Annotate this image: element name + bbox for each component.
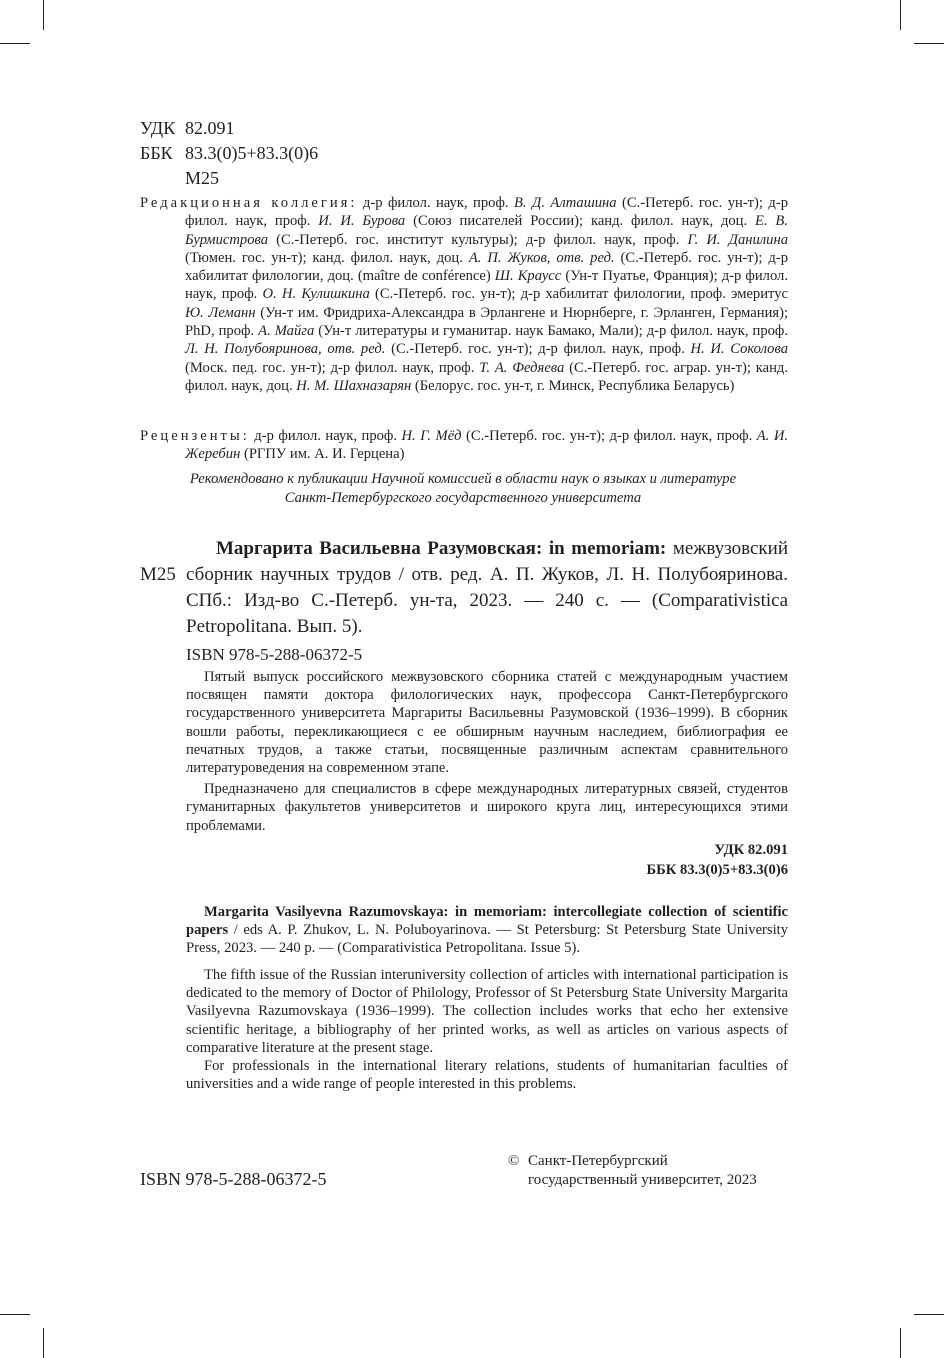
text-segment: (Ун-т Пуатье, Франция); д-р филол. наук, проф. (185, 268, 788, 303)
bbk-code: 83.3(0)5+83.3(0)6 (185, 143, 319, 163)
isbn-ru: ISBN 978-5-288-06372-5 (186, 645, 363, 664)
person-name: Н. И. Соколова (690, 341, 788, 358)
margin-author-sign: М25 (140, 564, 176, 585)
udk-label: УДК (140, 118, 176, 138)
text-segment: (Моск. пед. гос. ун-т); д-р филол. наук, проф. (185, 359, 480, 376)
author-sign: М25 (185, 168, 220, 188)
text-segment: (С.-Петерб. гос. институт культуры); д-р филол. наук, проф. (268, 231, 688, 248)
crop-mark (900, 0, 901, 30)
section-label: Редакционная коллегия: (140, 195, 358, 211)
footer-isbn: ISBN 978-5-288-06372-5 (140, 1169, 327, 1189)
abstract-en: The fifth issue of the Russian interuniversity collection of articles with international participation is dedicated to the memory of Doctor of Philology, Professor of St Petersburg State University Margarita Vasilyevna Razumovskaya (1936–1999). The collection includes works that echo her extensive scientific heritage, a bibliography of her printed works, as well as articles on various aspects of comparative literature at the present stage. For professionals in the international literary relations, students of humanitarian faculties of universities and a wide range of people interested in this problems. (186, 967, 788, 1093)
text-segment: (Ун-т литературы и гуманитар. наук Бамако, Мали); д-р филол. наук, проф. (314, 323, 789, 340)
text-segment: д-р филол. наук, проф. (357, 195, 515, 211)
person-name: О. Н. Кулишкина (262, 286, 370, 303)
person-name: А. И. Жеребин (185, 428, 789, 463)
person-name: Л. Н. Полубояринова, отв. ред. (185, 341, 386, 358)
text-segment: (Тюмен. гос. ун-т); канд. филол. наук, доц. (185, 249, 469, 266)
reviewers (140, 427, 788, 464)
crop-mark (43, 1328, 44, 1358)
text-segment: (С.-Петерб. гос. ун-т); д-р хабилитат филологии, доц. (maître de conférence) (185, 249, 789, 285)
section-label: Рецензенты: (140, 428, 250, 444)
person-name: А. П. Жуков, отв. ред. (468, 249, 615, 266)
person-name: Н. М. Шахназарян (296, 377, 412, 394)
copyright: © Санкт-Петербургский государственный университет, 2023 (508, 1153, 757, 1188)
book-title: Маргарита Васильевна Разумовская: in memoriam: (216, 538, 667, 559)
person-name: Т. А. Федяева (479, 359, 565, 376)
bibliographic-entry-en: Margarita Vasilyevna Razumovskaya: in memoriam: intercollegiate collection of scientific papers / eds A. P. Zhukov, L. N. Poluboyarinova. — St Petersburg: St Petersburg State University Press, 2023. — 240 p. — (Comparativistica Petropolitana. Issue 5). (186, 904, 788, 957)
person-name: Н. Г. Мёд (401, 428, 462, 444)
codes-bold: УДК 82.091 ББК 83.3(0)5+83.3(0)6 (646, 842, 788, 878)
person-name: Е. В. Бурмистрова (185, 213, 788, 248)
person-name: И. И. Бурова (318, 213, 406, 230)
text-segment: (С.-Петерб. гос. ун-т); д-р филол. наук, проф. (185, 195, 789, 230)
crop-mark (914, 43, 944, 44)
bibliographic-entry-ru: Маргарита Васильевна Разумовская: in memoriam: межвузовский сборник научных трудов / отв. ред. А. П. Жуков, Л. Н. Полубояринова. СПб.: Изд-во С.-Петерб. ун-та, 2023. — 240 с. — (Comparativistica Petropolitana. Вып. 5). (186, 538, 788, 637)
classification-codes (140, 116, 318, 191)
person-name: Ш. Краусс (494, 268, 562, 285)
person-name: Г. И. Данилина (687, 231, 788, 248)
text-segment: (С.-Петерб. гос. ун-т); д-р хабилитат филологии, проф. эмеритус (369, 286, 788, 303)
text-segment: (С.-Петерб. гос. ун-т); д-р филол. наук, проф. (385, 341, 691, 358)
copyright-symbol: © (508, 1153, 520, 1169)
editorial-board (140, 194, 788, 395)
text-segment: (Ун-т им. Фридриха-Александра в Эрлангене и Нюрнберге, г. Эрланген, Германия); PhD, проф. (185, 304, 789, 340)
person-name: А. Майга (258, 323, 315, 340)
crop-mark (900, 1328, 901, 1358)
crop-mark (0, 43, 30, 44)
text-segment: д-р филол. наук, проф. (249, 428, 402, 444)
text-segment: (Белорус. гос. ун-т, г. Минск, Республика Беларусь) (411, 377, 735, 394)
crop-mark (0, 1314, 30, 1315)
bbk-label: ББК (140, 143, 173, 163)
recommendation: Рекомендовано к публикации Научной комиссией в области наук о языках и литературе Санкт-Петербургского государственного университета (189, 471, 737, 506)
text-segment: (С.-Петерб. гос. аграр. ун-т); канд. филол. наук, доц. (185, 359, 788, 394)
person-name: Ю. Леманн (185, 304, 256, 321)
abstract-ru: Пятый выпуск российского межвузовского сборника статей с международным участием посвящен памяти доктора филологических наук, профессора Санкт-Петербургского государственного университета Маргариты Васильевны Разумовской (1936–1999). В сборник вошли работы, перекликающиеся с ее обширным научным наследием, библиография ее печатных трудов, а также статьи, посвященные различным аспектам сравнительного литературоведения на современном этапе. Предназначено для специалистов в сфере международных литературных связей, студентов гуманитарных факультетов университетов и широкого круга лиц, интересующихся этими проблемами. (186, 669, 788, 834)
text-segment: (С.-Петерб. гос. ун-т); д-р филол. наук, проф. (461, 428, 757, 444)
text-segment: (РГПУ им. А. И. Герцена) (240, 446, 405, 463)
text-segment: (Союз писателей России); канд. филол. наук, доц. (405, 213, 755, 230)
crop-mark (914, 1314, 944, 1315)
udk-code: 82.091 (185, 118, 235, 138)
crop-mark (43, 0, 44, 30)
person-name: В. Д. Алташина (514, 195, 617, 211)
